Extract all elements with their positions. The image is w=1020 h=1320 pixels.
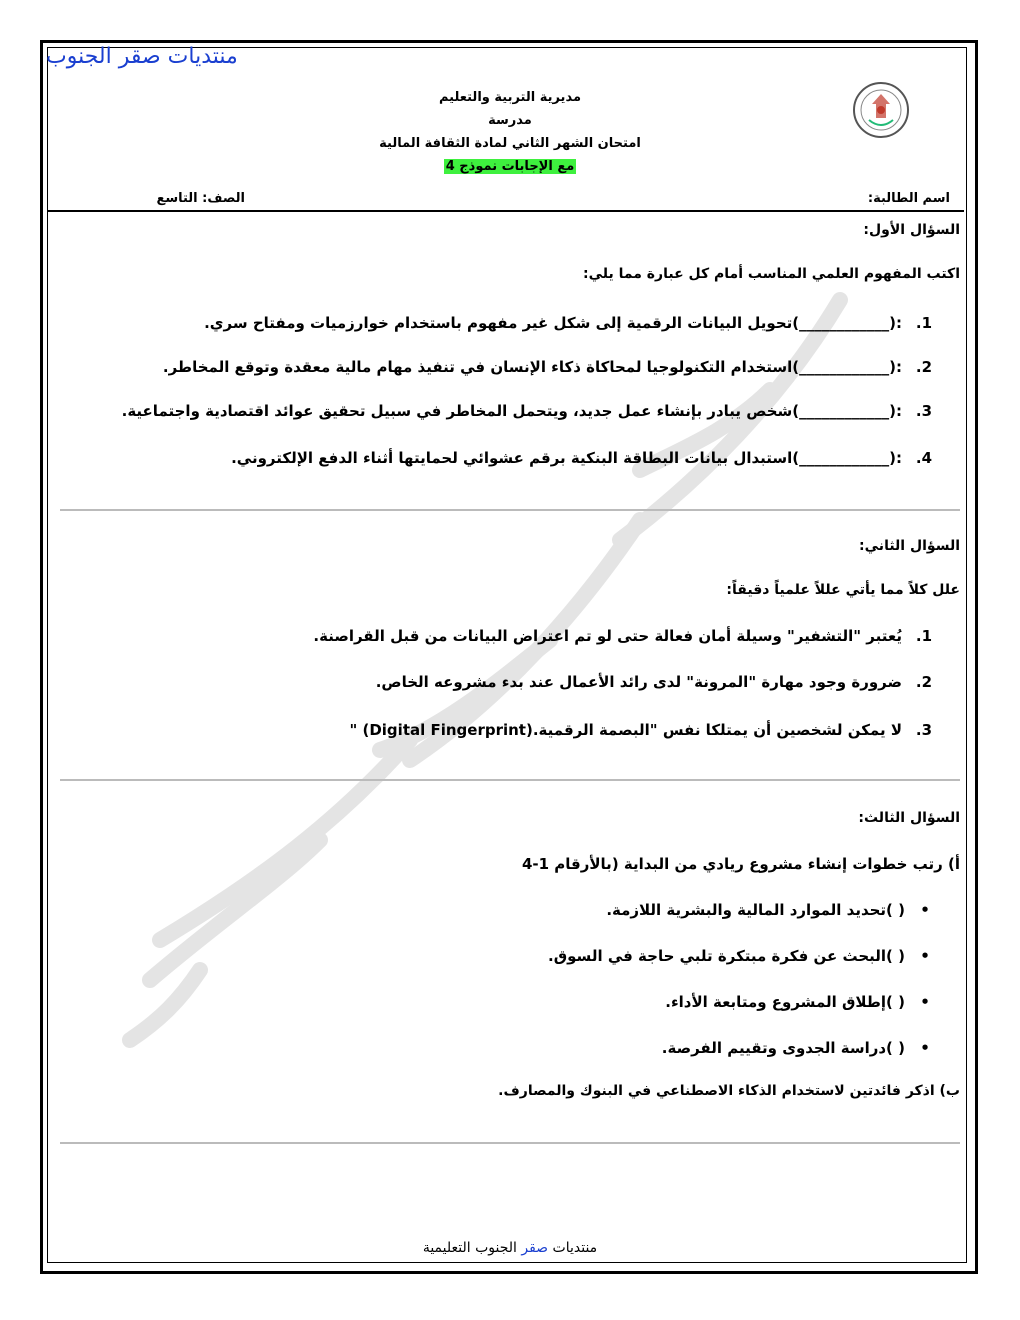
q1-item-2-text: :(____________)استخدام التكنولوجيا لمحاكاة ذكاء الإنسان في تنفيذ مهام مالية معقدة وتوقع المخاطر. (162, 358, 902, 376)
directorate-title: مديرية التربية والتعليم (438, 90, 582, 105)
q3-step-2 (548, 947, 945, 965)
q1-instruction: اكتب المفهوم العلمي المناسب أمام كل عبارة مما يلي: (582, 266, 960, 282)
section-divider-2 (60, 779, 960, 781)
q3-step-4 (662, 1039, 945, 1057)
q2-item-2 (376, 673, 932, 691)
q3-part-b: ب) اذكر فائدتين لاستخدام الذكاء الاصطناعي في البنوك والمصارف. (498, 1083, 960, 1099)
grade-label: الصف: التاسع (156, 191, 245, 206)
q2-item-2-text: ضرورة وجود مهارة "المرونة" لدى رائد الأعمال عند بدء مشروعه الخاص. (375, 673, 902, 691)
q3-title: السؤال الثالث: (858, 810, 960, 826)
q3-step-3 (665, 993, 945, 1011)
q1-item-2 (163, 358, 932, 376)
q2-title: السؤال الثاني: (859, 538, 960, 554)
footer-part-1: منتديات (552, 1240, 598, 1256)
student-name-label: اسم الطالبة: (867, 191, 950, 206)
q3-step-3-text: ( )إطلاق المشروع ومتابعة الأداء. (665, 993, 905, 1011)
answers-model-label (0, 159, 1020, 174)
q1-item-3 (122, 402, 932, 420)
q1-item-1-text: :(____________)تحويل البيانات الرقمية إلى شكل غير مفهوم باستخدام خوارزميات ومفتاح سري. (204, 314, 902, 332)
q2-item-3-text: لا يمكن لشخصين أن يمتلكا نفس "البصمة الرقمية.(Digital Fingerprint) " (349, 721, 902, 739)
header-divider (48, 210, 964, 212)
section-divider-1 (60, 509, 960, 511)
q1-item-4-text: :(____________)استبدال بيانات البطاقة البنكية برقم عشوائي لحمايتها أثناء الدفع الإلكتروني. (231, 449, 902, 467)
page-border-inner (47, 47, 967, 1263)
q1-item-1-num: 1. (915, 314, 932, 332)
bullet-icon: • (920, 1039, 930, 1057)
q3-step-2-text: ( )البحث عن فكرة مبتكرة تلبي حاجة في السوق. (548, 947, 905, 965)
q2-item-1-num: 1. (915, 627, 932, 645)
bullet-icon: • (920, 947, 930, 965)
answers-model-highlight: مع الإجابات نموذج 4 (445, 159, 575, 174)
q3-part-a: أ) رتب خطوات إنشاء مشروع ريادي من البداية (بالأرقام 1-4 (521, 855, 960, 873)
exam-title: امتحان الشهر الثاني لمادة الثقافة المالية (379, 136, 641, 151)
q3-step-1 (606, 901, 945, 919)
q2-item-2-num: 2. (915, 673, 932, 691)
q1-title: السؤال الأول: (863, 222, 960, 238)
q1-item-4 (231, 449, 932, 467)
q3-step-1-text: ( )تحديد الموارد المالية والبشرية اللازمة. (606, 901, 905, 919)
q1-item-4-num: 4. (915, 449, 932, 467)
bullet-icon: • (920, 993, 930, 1011)
q3-step-4-text: ( )دراسة الجدوى وتقييم الفرصة. (661, 1039, 905, 1057)
q2-instruction: علل كلاً مما يأتي عللاً علمياً دقيقاً: (726, 582, 960, 598)
site-watermark: منتديات صقر الجنوب (46, 44, 238, 69)
q2-item-1 (313, 627, 932, 645)
q2-item-1-text: يُعتبر "التشفير" وسيلة أمان فعالة حتى لو تم اعتراض البيانات من قبل القراصنة. (313, 627, 902, 645)
footer (0, 1240, 1020, 1256)
ministry-seal-logo (852, 80, 910, 140)
q1-item-2-num: 2. (915, 358, 932, 376)
q1-item-3-num: 3. (915, 402, 932, 420)
q2-item-3 (349, 721, 932, 739)
bullet-icon: • (920, 901, 930, 919)
footer-part-3: الجنوب التعليمية (422, 1240, 517, 1256)
footer-link[interactable]: صقر (521, 1240, 549, 1256)
section-divider-3 (60, 1142, 960, 1144)
q1-item-1 (204, 314, 932, 332)
q2-item-3-num: 3. (915, 721, 932, 739)
school-label: مدرسة (488, 113, 532, 128)
q1-item-3-text: :(____________)شخص يبادر بإنشاء عمل جديد، ويتحمل المخاطر في سبيل تحقيق عوائد اقتصادية واجتماعية. (121, 402, 902, 420)
